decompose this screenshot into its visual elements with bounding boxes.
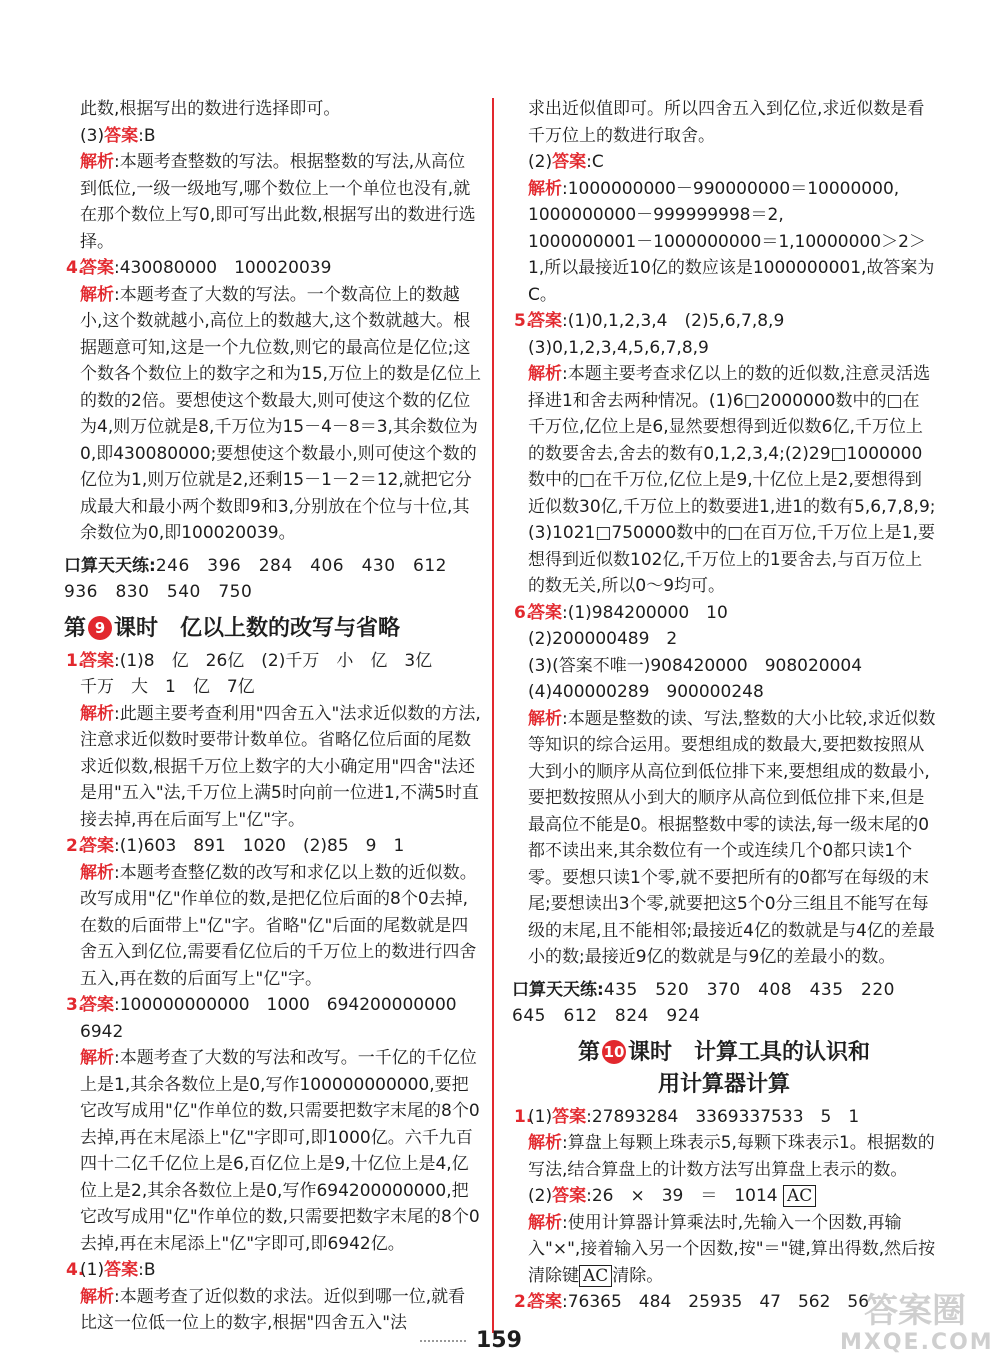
question-number: 4. xyxy=(66,258,85,278)
analysis-label: 解析 xyxy=(528,178,562,199)
analysis-paragraph: 解析:本题考查整数的写法。根据整数的写法,从高位到低位,一级一级地写,哪个数位上一个单位也没有,就在那个数位上写0,即可写出此数,根据写出的数进行选择。 xyxy=(80,152,476,252)
oral-practice-label: 口算天天练: xyxy=(512,979,604,1000)
answer-label: 答案 xyxy=(528,1292,562,1312)
answer-continuation: (3)0,1,2,3,4,5,6,7,8,9 xyxy=(528,337,709,358)
oral-practice: 口算天天练:435 520 370 408 435 220 645 612 824 924 xyxy=(512,979,913,1026)
analysis-paragraph: 解析:本题考查了近似数的求法。近似到哪一位,就看比这一位低一位上的数字,根据"四舍五入"法 xyxy=(80,1286,466,1333)
question-2-answer: 2.答案:(1)603 891 1020 (2)85 9 1 xyxy=(64,833,482,860)
answer-continuation: 千万 大 1 亿 7亿 xyxy=(80,677,255,697)
calculation-line: 1000000001－1000000000＝1,10000000＞2＞1,所以最接近10亿的数应该是1000000001,故答案为C。 xyxy=(528,231,935,305)
lesson-number-badge: 10 xyxy=(602,1040,626,1064)
analysis-label: 解析 xyxy=(528,364,562,384)
answer-line: (2)答案:C xyxy=(528,152,604,172)
lesson-number-badge: 9 xyxy=(88,616,112,640)
analysis-label: 解析 xyxy=(80,1286,114,1307)
analysis-paragraph: 解析:1000000000－990000000＝10000000, xyxy=(528,178,900,199)
lesson-heading: 第 9 课时 亿以上数的改写与省略 xyxy=(64,614,401,641)
question-number: 2. xyxy=(514,1292,533,1312)
answer-label: 答案 xyxy=(528,311,562,331)
answer-label: 答案 xyxy=(104,1260,139,1280)
continued-text: 此数,根据写出的数进行选择即可。 xyxy=(80,99,341,119)
analysis-label: 解析 xyxy=(80,152,114,172)
right-column xyxy=(512,96,936,1316)
continued-text: 求出近似值即可。所以四舍五入到亿位,求近似数是看千万位上的数进行取舍。 xyxy=(528,99,925,146)
oral-practice: 口算天天练:246 396 284 406 430 612 936 830 540 750 xyxy=(64,555,465,602)
analysis-label: 解析 xyxy=(528,1212,562,1233)
ac-key: AC xyxy=(783,1185,816,1207)
question-1-answer: 1.(1)答案:27893284 3369337533 5 1 xyxy=(512,1104,936,1131)
analysis-paragraph: 解析:此题主要考查利用"四舍五入"法求近似数的方法,注意求近似数时要带计数单位。省略亿位后面的尾数求近似数,根据千万位上数字的大小确定用"四舍"法还是用"五入"法,千万位上满5时向前一位进1,不满5时直接去掉,再在后面写上"亿"字。 xyxy=(80,703,481,830)
ac-key: AC xyxy=(579,1265,612,1287)
answer-label: 答案 xyxy=(528,602,562,623)
question-number: 1. xyxy=(514,1106,533,1127)
question-6-answer: 6.答案:(1)984200000 10 xyxy=(512,600,936,627)
question-number: 4. xyxy=(66,1260,85,1280)
answer-label: 答案 xyxy=(80,258,114,278)
question-1-answer: 1.答案:(1)8 亿 26亿 (2)千万 小 亿 3亿 xyxy=(64,648,482,675)
calculation-line: 1000000000－999999998＝2, xyxy=(528,205,784,225)
page-number-dots xyxy=(420,1340,466,1344)
answer-line: (3)答案:B xyxy=(80,125,156,146)
answer-label: 答案 xyxy=(80,650,114,671)
answer-label: 答案 xyxy=(552,1186,587,1206)
analysis-paragraph: 解析:本题考查整亿数的改写和求亿以上数的近似数。改写成用"亿"作单位的数,是把亿位后面的8个0去掉,在数的后面带上"亿"字。省略"亿"后面的尾数就是四舍五入到亿位,需要看亿位后的千万位上的数进行四舍五入,再在数的后面写上"亿"字。 xyxy=(80,862,477,989)
answer-continuation: (4)400000289 900000248 xyxy=(528,682,764,702)
lesson-heading: 第 10 课时 计算工具的认识和 用计算器计算 xyxy=(577,1038,871,1097)
analysis-paragraph: 解析:本题考查了大数的写法。一个数高位上的数越小,这个数就越小,高位上的数越大,这个数就越大。根据题意可知,这是一个九位数,则它的最高位是亿位;这个数各个数位上的数字之和为15,万位上的数是亿位上的数的2倍。要想使这个数最大,则可使这个数的亿位为4,则万位就是8,千万位为15－4－8＝3,其余数位为0,即430080000;要想使这个数最小,则可使这个数的亿位为1,则万位就是2,还剩15－1－2＝12,就把它分成最大和最小两个数即9和3,分别放在个位与十位,其余数位为0,即100020039。 xyxy=(80,284,482,543)
analysis-label: 解析 xyxy=(528,1133,562,1153)
question-number: 2. xyxy=(66,836,85,856)
answer-line: (2)答案:26 × 39 ＝ 1014 AC xyxy=(512,1183,936,1210)
analysis-label: 解析 xyxy=(80,284,114,305)
analysis-paragraph: 解析:本题是整数的读、写法,整数的大小比较,求近似数等知识的综合运用。要想组成的数最大,要把数按照从大到小的顺序从高位到低位排下来,要想组成的数最小,要把数按照从小到大的顺序从高位到低位排下来,但是最高位不能是0。根据整数中零的读法,每一级末尾的0都不读出来,其余数位有一个或连续几个0都只读1个零。要想只读1个零,就不要把所有的0都写在每级的末尾;要想读出3个零,就要把这5个0分三组且不能写在每级的末尾,且不能相邻;最接近4亿的数就是与4亿的差最小的数;最接近9亿的数就是与9亿的差最小的数。 xyxy=(528,708,936,967)
answer-label: 答案 xyxy=(80,995,114,1015)
question-number: 1. xyxy=(66,650,85,671)
answer-label: 答案 xyxy=(104,125,139,146)
answer-label: 答案 xyxy=(552,1106,587,1127)
analysis-paragraph: 解析:本题主要考查求亿以上的数的近似数,注意灵活选择进1和舍去两种情况。(1)6□2000000数中的□在千万位,亿位上是6,显然要想得到近似数6亿,千万位上的数要舍去,舍去的数有0,1,2,3,4;(2)29□1000000数中的□在千万位,亿位上是9,十亿位上是2,要想得到近似数30亿,千万位上的数要进1,进1的数有5,6,7,8,9;(3)1021□750000数中的□在百万位,千万位上是1,要想得到近似数102亿,千万位上的1要舍去,与百万位上的数无关,所以0～9均可。 xyxy=(528,364,936,596)
answer-continuation: (2)200000489 2 xyxy=(528,629,678,649)
answer-label: 答案 xyxy=(552,152,587,172)
analysis-label: 解析 xyxy=(528,708,562,729)
analysis-label: 解析 xyxy=(80,703,114,724)
watermark-logo: 答案圈 MXQE.COM xyxy=(840,1291,994,1355)
question-number: 6. xyxy=(514,602,533,623)
answer-continuation: (3)(答案不唯一)908420000 908020004 xyxy=(528,655,863,676)
question-number: 3. xyxy=(66,995,85,1015)
oral-practice-label: 口算天天练: xyxy=(64,555,156,576)
question-number: 5. xyxy=(514,311,533,331)
analysis-paragraph: 解析:本题考查了大数的写法和改写。一千亿的千亿位上是1,其余各数位上是0,写作100000000000,要把它改写成用"亿"作单位的数,只需要把数字末尾的8个0去掉,再在末尾添上"亿"字即可,即1000亿。六千九百四十二亿千亿位上是6,百亿位上是9,十亿位上是4,亿位上是2,其余各数位上是0,写作694200000000,把它改写成用"亿"作单位的数,只需要把数字末尾的8个0去掉,再在末尾添上"亿"字即可,即6942亿。 xyxy=(80,1048,480,1254)
answer-label: 答案 xyxy=(80,836,114,856)
analysis-label: 解析 xyxy=(80,862,114,883)
question-4-answer: 4.(1)答案:B xyxy=(64,1257,482,1284)
question-3-answer: 3.答案:100000000000 1000 694200000000 6942 xyxy=(64,992,482,1045)
analysis-paragraph: 解析:使用计算器计算乘法时,先输入一个因数,再输入"×",接着输入另一个因数,按"＝"键,算出得数,然后按清除键 AC 清除。 xyxy=(528,1212,936,1286)
question-4-answer: 4.答案:430080000 100020039 xyxy=(64,255,482,282)
page-number: 159 xyxy=(476,1328,522,1353)
analysis-label: 解析 xyxy=(80,1048,114,1068)
column-divider xyxy=(492,98,494,1333)
analysis-paragraph: 解析:算盘上每颗上珠表示5,每颗下珠表示1。根据数的写法,结合算盘上的计数方法写出算盘上表示的数。 xyxy=(528,1133,935,1180)
question-2-answer: 2.答案:76365 484 25935 47 562 56 xyxy=(512,1289,936,1316)
question-5-answer: 5.答案:(1)0,1,2,3,4 (2)5,6,7,8,9 xyxy=(512,308,936,335)
left-column xyxy=(64,96,482,1337)
